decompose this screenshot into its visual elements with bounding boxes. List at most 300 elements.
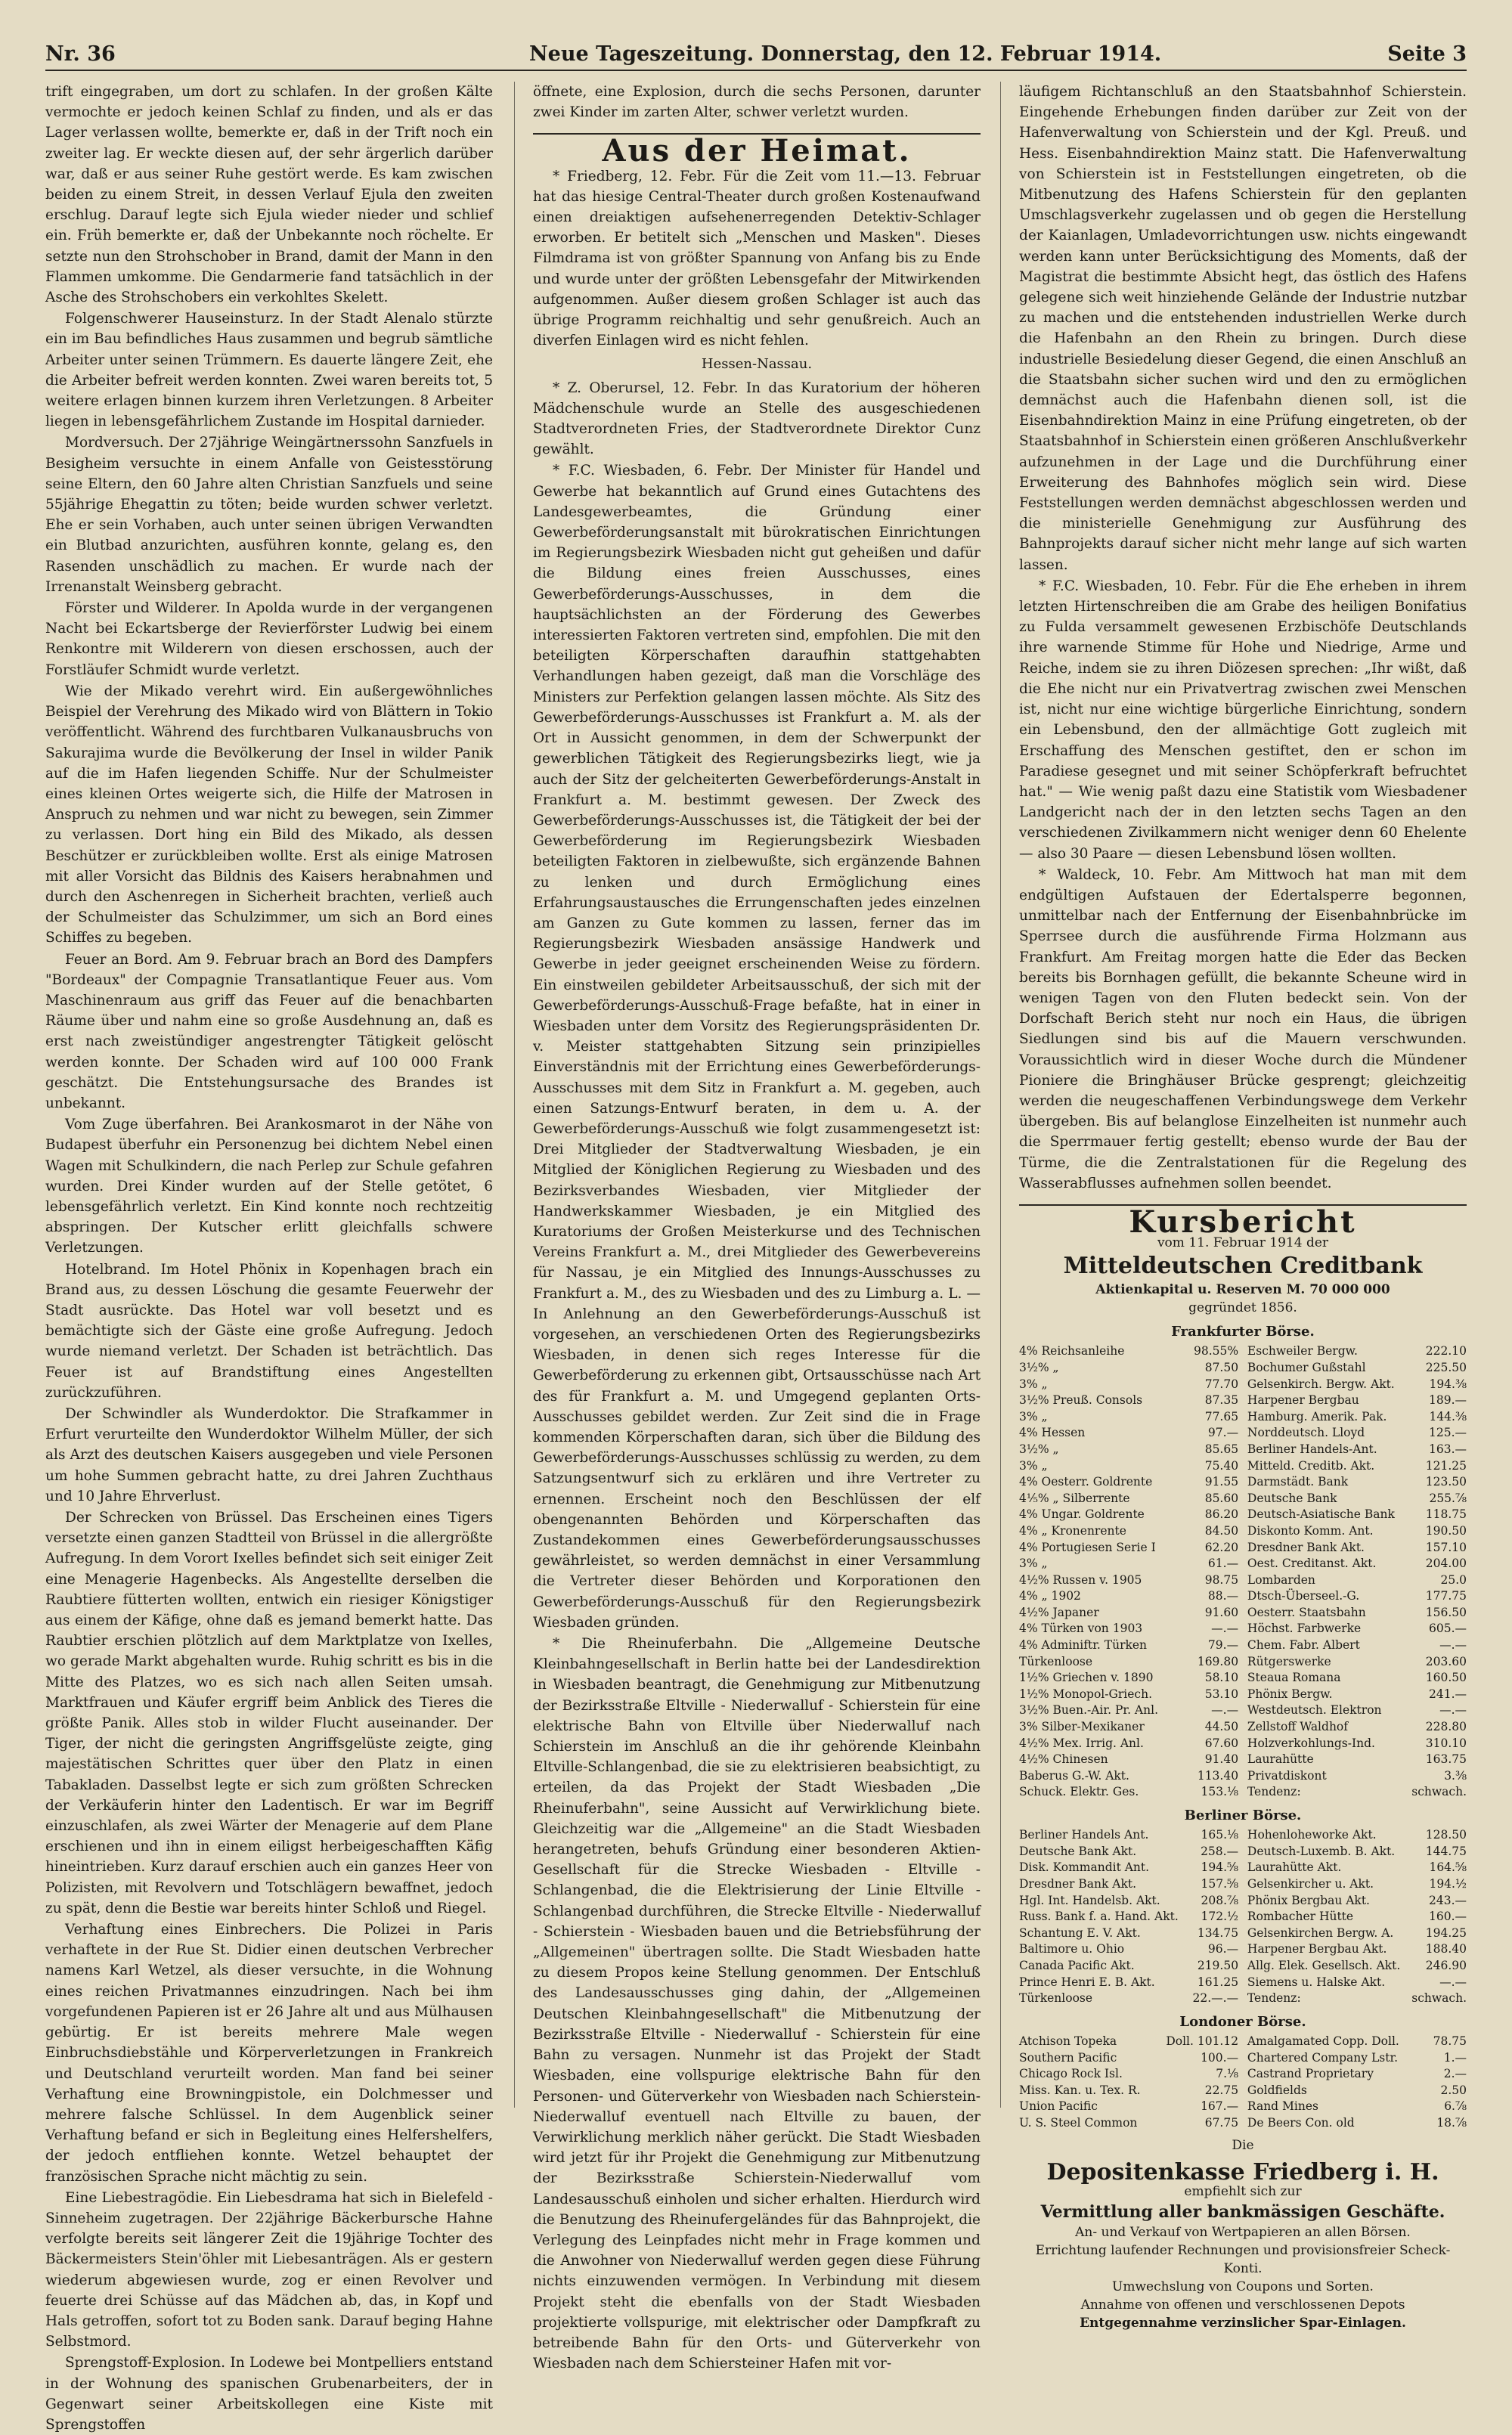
security-price: 7.⅛	[1216, 2067, 1239, 2081]
security-price: 121.25	[1425, 1458, 1467, 1473]
security-name: Türkenloose	[1019, 1991, 1093, 2006]
security-name: Chicago Rock Isl.	[1019, 2067, 1123, 2081]
quote-row	[1247, 1360, 1467, 1377]
quote-row	[1247, 1507, 1467, 1523]
security-price: 204.00	[1425, 1557, 1467, 1571]
quote-row	[1247, 1491, 1467, 1507]
quote-row	[1019, 1654, 1238, 1671]
security-name: 3% „	[1019, 1557, 1048, 1571]
security-price: —.—	[1211, 1622, 1239, 1636]
article-paragraph: trift eingegraben, um dort zu schlafen. In der großen Kälte vermochte er jedoch keinen Schlaf zu finden, und als er das Lager verlassen wollte, bemerkte er, daß in der Trift noch ein zweiter lag. Er weckte diesen auf, der sehr ärgerlich darüber war, daß er aus seiner Ruhe gestört werde. Es kam zwischen beiden zu einem Streit, in dessen Verlauf Ejula den zweiten erschlug. Darauf legte sich Ejula wieder nieder und schlief ein. Früh bemerkte er, daß der Unbekannte noch röchelte. Er setzte nun den Strohschober in Brand, damit der Mann in den Flammen umkomme. Die Gendarmerie fand tatsächlich in der Asche des Strohschobers ein verkohltes Skelett.	[45, 84, 493, 306]
quote-row	[1019, 1784, 1238, 1801]
security-name: Allg. Elek. Gesellsch. Akt.	[1247, 1958, 1401, 1972]
security-name: Chartered Company Lstr.	[1247, 2050, 1399, 2065]
article-paragraph: Eine Liebestragödie. Ein Liebesdrama hat sich in Bielefeld - Sinneheim zugetragen. Der 22jährige Bäckerbursche Hahne verfolgte bereits seit längerer Zeit die 19jährige Tochter des Bäckermeisters Stein'öhler mit Liebesanträgen. Als er gestern wiederum abgewiesen wurde, zog er einen Revolver und feuerte drei Schüsse auf das Mädchen ab, das, in Kopf und Hals getroffen, sofort tot zu Boden sank. Darauf beging Hahne Selbstmord.	[45, 2189, 493, 2350]
article-paragraph: * Friedberg, 12. Febr. Für die Zeit vom 11.—13. Februar hat das hiesige Central-Theater durch großen Kostenaufwand einen dreiaktigen aufsehenerregenden Detektiv-Schlager erworben. Er betitelt sich „Menschen und Masken". Dieses Filmdrama ist von größter Spannung von Anfang bis zu Ende und wurde unter der größten Lebensgefahr der Mitwirkenden aufgenommen. Außer diesem großen Schlager ist auch das übrige Programm reichhaltig und sehr genußreich. Auch an diverfen Einlagen wird es nicht fehlen.	[533, 168, 981, 349]
security-price: —.—	[1439, 1638, 1467, 1653]
security-name: 4% Reichsanleihe	[1019, 1344, 1125, 1358]
security-name: Deutsche Bank Akt.	[1019, 1844, 1137, 1858]
security-name: 3% Silber-Mexikaner	[1019, 1720, 1145, 1734]
security-price: 53.10	[1204, 1687, 1239, 1701]
security-price: 153.⅛	[1201, 1785, 1239, 1799]
security-price: 77.65	[1204, 1409, 1239, 1424]
security-name: Atchison Topeka	[1019, 2034, 1117, 2048]
security-price: 219.50	[1197, 1958, 1239, 1972]
security-name: Gelsenkirchen Bergw. A.	[1247, 1925, 1394, 1940]
security-price: 194.25	[1425, 1925, 1467, 1940]
quote-row	[1019, 1605, 1238, 1622]
quote-row	[1019, 1844, 1238, 1860]
security-name: Harpener Bergbau Akt.	[1247, 1942, 1387, 1956]
security-price: 97.—	[1207, 1426, 1239, 1440]
ad-service-line: Annahme von offenen und verschlossenen Depots	[1080, 2297, 1405, 2313]
security-price: 172.½	[1201, 1910, 1239, 1924]
quote-row	[1019, 2083, 1238, 2099]
security-price: 25.0	[1440, 1572, 1467, 1587]
quote-row	[1247, 2034, 1467, 2050]
article-paragraph: Sprengstoff-Explosion. In Lodewe bei Montpelliers entstand in der Wohnung des spanischen Grubenarbeiters, der in Gegenwart seiner Arbeitskollegen eine Kiste mit Sprengstoffen	[45, 2355, 493, 2433]
security-price: 96.—	[1207, 1942, 1239, 1956]
security-price: 258.—	[1201, 1844, 1239, 1858]
quote-row	[1019, 1909, 1238, 1925]
security-name: 3% „	[1019, 1377, 1048, 1391]
security-price: —.—	[1439, 1975, 1467, 1989]
security-price: 98.55%	[1193, 1344, 1239, 1358]
column-3	[1019, 82, 1467, 2331]
security-price: 18.⅞	[1436, 2115, 1467, 2130]
security-price: 67.75	[1204, 2115, 1239, 2130]
column-rule	[1000, 82, 1001, 2108]
security-price: 167.—	[1201, 2099, 1239, 2114]
quote-row	[1019, 1876, 1238, 1893]
security-price: 22.—.—	[1192, 1991, 1239, 2006]
security-name: Phönix Bergw.	[1247, 1687, 1333, 1701]
article-paragraph: Der Schwindler als Wunderdoktor. Die Strafkammer in Erfurt verurteilte den Wunderdoktor Wilhelm Müller, der sich als Arzt des deutschen Kaisers ausgegeben und viele Personen um hohe Summen gebracht hatte, zu drei Jahren Zuchthaus und 10 Jahre Ehrverlust.	[45, 1406, 493, 1504]
security-price: 87.35	[1204, 1393, 1239, 1408]
bank-capital: Aktienkapital u. Reserven M. 70 000 000	[1095, 1282, 1390, 1298]
security-price: 310.10	[1425, 1736, 1467, 1750]
security-name: 4% Oesterr. Goldrente	[1019, 1475, 1153, 1489]
security-price: 113.40	[1197, 1768, 1239, 1783]
quote-row	[1019, 1893, 1238, 1910]
quote-row	[1019, 1360, 1238, 1377]
quote-row	[1247, 1588, 1467, 1605]
security-price: 77.70	[1204, 1377, 1239, 1391]
security-name: Dtsch-Überseel.-G.	[1247, 1589, 1360, 1603]
security-name: Amalgamated Copp. Doll.	[1247, 2034, 1399, 2048]
article-paragraph: * Waldeck, 10. Febr. Am Mittwoch hat man mit dem endgültigen Aufstauen der Edertalsperre begonnen, unmittelbar nach der Entfernung der Eisenbahnbrücke im Sperrsee durch die ausführende Firma Holzmann aus Frankfurt. Am Freitag morgen hatte die Eder das Becken bereits bis Bornhagen gefüllt, die bekannte Scheune wird in wenigen Tagen von den Fluten bedeckt sein. Von der Dorfschaft Berich steht nur noch ein Haus, die übrigen Siedlungen sind bis auf die Mauern verschwunden. Voraussichtlich wird in dieser Woche durch die Mündener Pioniere die Bringhäuser Brücke gesprengt; gleichzeitig werden die neugeschaffenen Verbindungswege dem Verkehr übergeben. Bis auf belanglose Einzelheiten ist nunmehr auch die Sperrmauer fertig gestellt; ebenso wurde der Bau der Türme, die die Zentralstationen für die Regelung des Wasserabflusses aufnehmen sollen beendet.	[1019, 866, 1467, 1191]
security-name: Southern Pacific	[1019, 2050, 1117, 2065]
security-name: 4% Adminiftr. Türken	[1019, 1638, 1148, 1653]
quote-row	[1019, 1752, 1238, 1768]
security-name: Baberus G.-W. Akt.	[1019, 1768, 1129, 1783]
article-paragraph: * Die Rheinuferbahn. Die „Allgemeine Deutsche Kleinbahngesellschaft in Berlin hatte bei der Landesdirektion in Wiesbaden beantragt, die Genehmigung zur Mitbenutzung der Bezirksstraße Eltville - Niederwalluf - Schierstein für eine elektrische Bahn von Eltville über Niederwalluf nach Schierstein im Anschluß an die ihr gehörende Kleinbahn Eltville-Schlangenbad, die sie zu elektrisieren beabsichtigt, zu erteilen, da das Projekt der Stadt Wiesbaden „Die Rheinuferbahn", seine Aussicht auf Verwirklichung biete. Gleichzeitig war die „Allgemeine" an die Stadt Wiesbaden herangetreten, behufs Gründung einer besonderen Aktien-Gesellschaft für die Strecke Wiesbaden - Eltville - Schlangenbad, die die Elektrisierung der Linie Eltville - Schlangenbad durchführen, die Strecke Eltville - Niederwalluf - Schierstein - Wiesbaden bauen und die Betriebsführung der „Allgemeinen" übertragen sollte. Die Stadt Wiesbaden hatte zu diesem Propos keine Stellung genommen. Der Entschluß des Landesausschusses ging dahin, der „Allgemeinen Deutschen Kleinbahngesellschaft" die Mitbenutzung der Bezirksstraße Eltville - Niederwalluf - Schierstein für eine Bahn zu versagen. Nunmehr ist das Projekt der Stadt Wiesbaden, eine vollspurige elektrische Bahn für den Personen- und Güterverkehr von Wiesbaden nach Schierstein-Niederwalluf eventuell nach Eltville zu bauen, der Verwirklichung merklich näher gerückt. Die Stadt Wiesbaden wird jetzt für ihr Projekt die Genehmigung zur Mitbenutzung der Bezirksstraße Schierstein-Niederwalluf vom Landesausschuß einholen und sicher erhalten. Hierdurch wird die Benutzung des Rheinufergeländes für das Bahnprojekt, die Verlegung des Leinpfades nicht mehr in Frage kommen und die Anwohner von Niederwalluf werden gegen diese Führung nichts einzuwenden vermögen. In Verbindung mit diesem Projekt steht die ebenfalls von der Stadt Wiesbaden projektierte vollspurige, mit elektrischer oder Dampfkraft zu betreibende Bahn für den Orts- und Güterverkehr von Wiesbaden nach dem Schiersteiner Hafen mit vor-	[533, 1636, 981, 2372]
quote-row	[1247, 2099, 1467, 2115]
security-name: Höchst. Farbwerke	[1247, 1622, 1362, 1636]
masthead-line: Neue Tageszeitung. Donnerstag, den 12. Februar 1914.	[529, 42, 1162, 66]
exchange-heading: Berliner Börse.	[1184, 1808, 1302, 1823]
security-price: 87.50	[1204, 1360, 1239, 1374]
security-name: 4½% Chinesen	[1019, 1752, 1108, 1767]
article-paragraph: * F.C. Wiesbaden, 6. Febr. Der Minister für Handel und Gewerbe hat bekanntlich auf Grund eines Gutachtens des Landesgewerbeamtes, die Gründung einer Gewerbeförderungsanstalt mit bürokratischen Einrichtungen im Regierungsbezirk Wiesbaden nicht gut geheißen und dafür die Bildung eines freien Ausschusses, eines Gewerbeförderungs-Ausschusses, in dem die hauptsächlichsten an der Förderung des Gewerbes interessierten Faktoren vertreten sind, empfohlen. Die mit den beteiligten Körperschaften daraufhin stattgehabten Verhandlungen haben gezeigt, daß man die Vorschläge des Ministers zur Perfektion gelangen lassen möchte. Als Sitz des Gewerbeförderungs-Ausschusses ist Frankfurt a. M. als der Ort in Aussicht genommen, in dem der Schwerpunkt der gewerblichen Tätigkeit des Regierungsbezirks liegt, wie ja auch der Sitz der gelcheiterten Gewerbeförderungs-Anstalt in Frankfurt a. M. bestimmt gewesen. Der Zweck des Gewerbeförderungs-Ausschusses ist, die Tätigkeit der bei der Gewerbeförderung im Regierungsbezirk Wiesbaden beteiligten Faktoren in zielbewußte, sich ergänzende Bahnen zu lenken und durch Ermöglichung eines Erfahrungsaustausches die Errungenschaften jedes einzelnen am Ganzen zu Gute kommen zu lassen, ferner das im Regierungsbezirk Wiesbaden ansässige Handwerk und Gewerbe in jeder geeignet erscheinenden Weise zu fördern. Ein einstweilen gebildeter Arbeitsausschuß, der sich mit der Gewerbeförderungs-Ausschuß-Frage befaßte, hat in einer in Wiesbaden unter dem Vorsitz des Regierungspräsidenten Dr. v. Meister stattgehabten Sitzung sein prinzipielles Einverständnis mit der Errichtung eines Gewerbeförderungs-Ausschusses mit dem Sitz in Frankfurt a. M. gegeben, auch einen Satzungs-Entwurf beraten, in dem u. A. der Gewerbeförderungs-Ausschuß wie folgt zusammengesetzt ist: Drei Mitglieder der Stadtverwaltung Wiesbaden, je ein Mitglied der Königlichen Regierung zu Wiesbaden und des Bezirksverbandes Wiesbaden, vier Mitglieder der Handwerkskammer Wiesbaden, je ein Mitglied des Kuratoriums der Großen Meisterkurse und des Technischen Vereins Frankfurt a. M., drei Mitglieder des Gewerbevereins für Nassau, je ein Mitglied des Innungs-Ausschusses zu Frankfurt a. M., des zu Wiesbaden und des zu Limburg a. L. — In Anlehnung an den Gewerbeförderungs-Ausschuß ist vorgesehen, an verschiedenen Orten des Regierungsbezirks Wiesbaden, in denen sich reges Interesse für die Gewerbeförderung zu erkennen gibt, Ortsausschüsse nach Art des für Frankfurt a. M. und Umgegend geplanten Orts-Ausschusses gebildet werden. Zur Zeit sind die in Frage kommenden Körperschaften daran, sich über die Bildung des Gewerbeförderungs-Ausschusses schlüssig zu werden, zu dem Satzungsentwurf sich zu erklären und ihre Vertreter zu ernennen. Erscheint noch den Beschlüssen der elf obengenannten Behörden und Körperschaften das Zustandekommen eines Gewerbeförderungsausschusses gewährleistet, so werden demnächst in einer Versammlung die Vertreter dieser Behörden und Korporationen den Gewerbeförderungs-Ausschuß für den Regierungsbezirk Wiesbaden gründen.	[533, 463, 981, 1631]
security-name: Deutsche Bank	[1247, 1491, 1337, 1505]
security-name: Hgl. Int. Handelsb. Akt.	[1019, 1893, 1160, 1907]
quote-row	[1019, 1736, 1238, 1752]
ad-service-line: Errichtung laufender Rechnungen und provisionsfreier Scheck-Konti.	[1035, 2242, 1451, 2276]
security-price: 1.—	[1443, 2050, 1467, 2065]
security-price: 75.40	[1204, 1458, 1239, 1473]
security-price: 169.80	[1197, 1654, 1239, 1668]
article-paragraph: Wie der Mikado verehrt wird. Ein außergewöhnliches Beispiel der Verehrung des Mikado wird von Blättern in Tokio veröffentlicht. Während des furchtbaren Vulkanausbruchs von Sakurajima wurde die Bevölkerung der Insel in wilder Panik auf die im Hafen liegenden Schiffe. Nur der Schulmeister eines kleinen Ortes weigerte sich, die Hilfe der Matrosen in Anspruch zu nehmen und war nicht zu bewegen, sein Zimmer zu verlassen. Dort hing ein Bild des Mikado, als dessen Beschützer er zurückbleiben wollte. Erst als einige Matrosen mit aller Vorsicht das Bildnis des Kaisers herabnahmen und durch den Aschenregen in Sicherheit brachten, verließ auch der Schulmeister das Schulzimmer, um sich an Bord eines Schiffes zu begeben.	[45, 683, 493, 946]
market-report-date: vom 11. Februar 1914 der	[1157, 1235, 1329, 1251]
security-name: Lombarden	[1247, 1572, 1315, 1587]
security-price: 255.⅞	[1429, 1491, 1467, 1505]
quote-row	[1019, 2066, 1238, 2083]
security-name: Oest. Creditanst. Akt.	[1247, 1557, 1377, 1571]
ad-service-line: Umwechslung von Coupons und Sorten.	[1112, 2279, 1374, 2294]
bank-name: Mitteldeutschen Creditbank	[1063, 1253, 1423, 1280]
security-name: Schuck. Elektr. Ges.	[1019, 1785, 1139, 1799]
page-number: Seite 3	[1387, 42, 1467, 66]
security-price: 163.—	[1428, 1442, 1467, 1456]
security-name: Prince Henri E. B. Akt.	[1019, 1975, 1155, 1989]
security-price: 85.60	[1204, 1491, 1239, 1505]
security-name: 3½% Preuß. Consols	[1019, 1393, 1143, 1408]
security-name: Goldfields	[1247, 2083, 1307, 2097]
security-price: 22.75	[1204, 2083, 1239, 2097]
security-price: 156.50	[1425, 1605, 1467, 1619]
security-price: 84.50	[1204, 1523, 1239, 1538]
article-paragraph: Förster und Wilderer. In Apolda wurde in der vergangenen Nacht bei Eckartsberge der Revierförster Ludwig bei einem Renkontre mit Wilderern von diesen erschossen, auch der Forstläufer Schmidt wurde verletzt.	[45, 600, 493, 678]
quote-row	[1247, 1425, 1467, 1442]
security-price: 194.⅜	[1429, 1377, 1467, 1391]
exchange-heading: Frankfurter Börse.	[1171, 1324, 1315, 1340]
security-name: Rombacher Hütte	[1247, 1910, 1354, 1924]
security-name: Union Pacific	[1019, 2099, 1098, 2114]
quote-row	[1247, 1909, 1467, 1925]
quote-row	[1019, 1491, 1238, 1507]
security-price: 203.60	[1425, 1654, 1467, 1668]
security-name: Westdeutsch. Elektron	[1247, 1703, 1382, 1718]
quote-row	[1247, 1409, 1467, 1426]
security-name: U. S. Steel Common	[1019, 2115, 1138, 2130]
article-paragraph: * F.C. Wiesbaden, 10. Febr. Für die Ehe erheben in ihrem letzten Hirtenschreiben die am Grabe des heiligen Bonifatius zu Fulda versammelt gewesenen Erzbischöfe Deutschlands ihre warnende Stimme für Hohe und Niedrige, Arme und Reiche, indem sie zu ihren Diözesen sprechen: „Ihr wißt, daß die Ehe nicht nur ein Privatvertrag zwischen zwei Menschen ist, nicht nur eine wichtige bürgerliche Einrichtung, sondern ein Lebensbund, den der allmächtige Gott zugleich mit Erschaffung des Menschen gestiftet, den er schon im Paradiese gesegnet und mit seiner Schöpferkraft befruchtet hat." — Wie wenig paßt dazu eine Statistik vom Wiesbadener Landgericht nach der in den letzten sechs Tagen an den verschiedenen Zivilkammern nicht weniger denn 60 Ehelente — also 30 Paare — diesen Lebensbund lösen wollten.	[1019, 578, 1467, 862]
quote-list	[1019, 1343, 1238, 1801]
column-2	[533, 82, 981, 2372]
security-price: 118.75	[1425, 1507, 1467, 1522]
security-price: 144.⅜	[1429, 1409, 1467, 1424]
security-price: 208.⅞	[1201, 1893, 1239, 1907]
quote-row	[1019, 1507, 1238, 1523]
security-name: 4% Türken von 1903	[1019, 1622, 1143, 1636]
quote-row	[1247, 1768, 1467, 1785]
security-price: 58.10	[1204, 1671, 1239, 1685]
security-name: Castrand Proprietary	[1247, 2067, 1374, 2081]
quote-row	[1019, 1637, 1238, 1654]
security-price: 161.25	[1197, 1975, 1239, 1989]
quote-row	[1247, 1572, 1467, 1589]
security-name: 4½% Mex. Irrig. Anl.	[1019, 1736, 1144, 1750]
security-price: —.—	[1211, 1703, 1239, 1718]
quote-row	[1019, 1343, 1238, 1360]
security-price: schwach.	[1411, 1785, 1467, 1799]
ad-recommends: empfiehlt sich zur	[1184, 2183, 1302, 2199]
security-name: Dresdner Bank Akt.	[1247, 1540, 1365, 1554]
quote-row	[1247, 1540, 1467, 1557]
security-price: 2.50	[1440, 2083, 1467, 2097]
quote-row	[1019, 1377, 1238, 1393]
quote-row	[1247, 1556, 1467, 1572]
article-paragraph: Vom Zuge überfahren. Bei Arankosmarot in der Nähe von Budapest überfuhr ein Personenzug bei dichtem Nebel einen Wagen mit Schulkindern, die nach Perlep zur Schule gefahren wurden. Drei Kinder wurden auf der Stelle getötet, 6 lebensgefährlich verletzt. Ein Kind konnte noch rechtzeitig abspringen. Der Kutscher erlitt gleichfalls schwere Verletzungen.	[45, 1117, 493, 1256]
quote-row	[1019, 2099, 1238, 2115]
column-rule	[514, 82, 515, 2108]
quote-row	[1247, 1377, 1467, 1393]
security-price: 6.⅞	[1444, 2099, 1467, 2114]
article-paragraph: Der Schrecken von Brüssel. Das Erscheinen eines Tigers versetzte einen ganzen Stadtteil von Brüssel in die allergrößte Aufregung. In dem Vorort Ixelles befindet sich seit einiger Zeit eine Menagerie Hagenbecks. Als Angestellte derselben die Raubtiere fütterten wollten, entwich ein riesiger Königstiger aus einem der Käfige, ohne daß es jemand bemerkt hatte. Das Raubtier erschien plötzlich auf dem Marktplatze von Ixelles, wo gerade Markt abgehalten wurde. Ruhig schritt es bis in die Mitte des Platzes, wo es sich nach allen Seiten umsah. Marktfrauen und Käufer ergriff beim Anblick des Tieres die größte Panik. Alles stob in wilder Flucht auseinander. Der Tiger, der nicht die geringsten Angriffsgelüste zeigte, ging majestätischen Schrittes quer über den Platz in einen Tabakladen. Dasselbst legte er sich zum größten Schrecken der Verkäuferin hinter den Ladentisch. Er war im Begriff einzuschlafen, als zwei Wärter der Menagerie auf dem Plane erschienen und ihn in einem eiligst herbeigeschafften Käfig hineintrieben. Kurz darauf erschien auch ein ganzes Heer von Polizisten, mit Revolvern und Totschlägern bewaffnet, jedoch zu spät, denn die Bestie war bereits hinter Schloß und Riegel.	[45, 1510, 493, 1916]
security-name: Tendenz:	[1247, 1785, 1301, 1799]
security-price: schwach.	[1411, 1991, 1467, 2006]
security-price: 98.75	[1204, 1572, 1239, 1587]
security-name: Steaua Romana	[1247, 1671, 1341, 1685]
quote-row	[1247, 2050, 1467, 2067]
quote-row	[1019, 1958, 1238, 1975]
london-quotes	[1019, 2034, 1467, 2132]
security-price: 44.50	[1204, 1720, 1239, 1734]
security-price: 88.—	[1207, 1589, 1239, 1603]
security-price: 157.⅝	[1201, 1876, 1239, 1891]
security-name: Laurahütte Akt.	[1247, 1860, 1342, 1875]
quote-row	[1019, 2115, 1238, 2132]
security-price: 91.55	[1204, 1475, 1239, 1489]
quote-row	[1019, 1572, 1238, 1589]
issue-number: Nr. 36	[45, 42, 116, 66]
quote-row	[1247, 1654, 1467, 1671]
security-name: Holzverkohlungs-Ind.	[1247, 1736, 1375, 1750]
ad-services-heading: Vermittlung aller bankmässigen Geschäfte.	[1040, 2201, 1445, 2222]
security-price: 165.⅛	[1201, 1828, 1239, 1842]
article-paragraph: Mordversuch. Der 27jährige Weingärtnerssohn Sanzfuels in Besigheim versuchte in einem Anfalle von Geistesstörung seine Eltern, den 60 Jahre alten Christian Sanzfuels und seine 55jährige Ehegattin zu töten; beide wurden schwer verletzt. Ehe er sein Vorhaben, auch unter seinen übrigen Verwandten ein Blutbad anzurichten, ausführen konnte, gelang es, den Rasenden unschädlich zu machen. Er wurde nach der Irrenanstalt Weinsberg gebracht.	[45, 435, 493, 595]
security-price: 91.40	[1204, 1752, 1239, 1767]
quote-row	[1247, 1458, 1467, 1475]
security-price: 194.½	[1429, 1876, 1467, 1891]
security-price: 188.40	[1425, 1942, 1467, 1956]
quote-row	[1247, 1474, 1467, 1491]
article-paragraph: Verhaftung eines Einbrechers. Die Polizei in Paris verhaftete in der Rue St. Didier einen deutschen Verbrecher namens Karl Wetzel, als dieser versuchte, in die Wohnung eines reichen Privatmannes einzudringen. Nach bei ihm vorgefundenen Papieren ist er 26 Jahre alt und aus Mülhausen gebürtig. Er ist bereits mehrere Male wegen Einbruchsdiebstähle und Körperverletzungen in Frankreich und Deutschland verurteilt worden. Man fand bei seiner Verhaftung eine Browningpistole, ein Dolchmesser und mehrere falsche Schlüssel. In dem Augenblick seiner Verhaftung befand er sich in Begleitung eines Helfershelfers, der jedoch entfliehen konnte. Wetzel behauptet der französischen Sprache nicht mächtig zu sein.	[45, 1922, 493, 2185]
quote-row	[1247, 1941, 1467, 1958]
security-name: Rand Mines	[1247, 2099, 1318, 2114]
security-price: 62.20	[1204, 1540, 1239, 1554]
frankfurt-quotes	[1019, 1343, 1467, 1801]
security-name: Russ. Bank f. a. Hand. Akt.	[1019, 1910, 1179, 1924]
section-heading: Aus der Heimat.	[533, 133, 981, 161]
quote-row	[1247, 1860, 1467, 1876]
security-price: Doll. 101.12	[1166, 2034, 1239, 2048]
security-price: 61.—	[1207, 1557, 1239, 1571]
security-price: 144.75	[1425, 1844, 1467, 1858]
security-name: Oesterr. Staatsbahn	[1247, 1605, 1366, 1619]
security-price: 194.⅝	[1201, 1860, 1239, 1875]
quote-row	[1019, 1409, 1238, 1426]
security-price: 243.—	[1428, 1893, 1467, 1907]
quote-list	[1247, 1343, 1467, 1801]
ad-service-line: An- und Verkauf von Wertpapieren an allen Börsen.	[1075, 2224, 1411, 2240]
quote-row	[1247, 1687, 1467, 1703]
quote-row	[1247, 1637, 1467, 1654]
security-name: Diskonto Komm. Ant.	[1247, 1523, 1374, 1538]
quote-row	[1247, 1719, 1467, 1736]
quote-row	[1019, 1975, 1238, 1991]
security-price: 190.50	[1425, 1523, 1467, 1538]
quote-row	[1247, 1925, 1467, 1942]
quote-list	[1247, 1827, 1467, 2007]
security-price: 225.50	[1425, 1360, 1467, 1374]
security-name: Disk. Kommandit Ant.	[1019, 1860, 1150, 1875]
quote-row	[1019, 1687, 1238, 1703]
quote-row	[1019, 1588, 1238, 1605]
quote-row	[1247, 1393, 1467, 1409]
security-name: Deutsch-Asiatische Bank	[1247, 1507, 1395, 1522]
article-paragraph: läufigem Richtanschluß an den Staatsbahnhof Schierstein. Eingehende Erhebungen finden darüber zur Zeit von der Hafenverwaltung von Schierstein und der Kgl. Preuß. und Hess. Eisenbahndirektion Mainz statt. Die Hafenverwaltung von Schierstein ist in Feststellungen eingetreten, ob die Mitbenutzung des Hafens Schierstein für den geplanten Umschlagsverkehr zugelassen und ob gegen die Herstellung der Kaianlagen, Umladevorrichtungen usw. nichts eingewandt werden kann unter Berücksichtigung des Moments, daß der Magistrat die bestimmte Absicht hegt, das östlich des Hafens gelegene sich weit hinziehende Gelände der Industrie nutzbar zu machen und die entstehenden industriellen Werke durch die Hafenbahn an den Rhein zu bringen. Durch diese industrielle Besiedelung dieser Gegend, die einen Anschluß an die Staatsbahn sicher suchen wird und den zu ermöglichen demnächst auch die Hafenbahn dienen soll, ist die Eisenbahndirektion Mainz in eine Prüfung eingetreten, ob der Staatsbahnhof in Schierstein einen größeren Anschlußverkehr aufzunehmen in der Lage und die Durchführung einer Erweiterung des Bahnhofes möglich sein wird. Diese Feststellungen werden demnächst abgeschlossen werden und die ministerielle Genehmigung zur Ausführung des Bahnprojekts darauf sicher nicht mehr lange auf sich warten lassen.	[1019, 84, 1467, 573]
security-name: Berliner Handels Ant.	[1019, 1828, 1149, 1842]
quote-row	[1019, 1474, 1238, 1491]
ad-service-line: Entgegennahme verzinslicher Spar-Einlagen.	[1080, 2315, 1406, 2331]
security-name: 4% Portugiesen Serie I	[1019, 1540, 1156, 1554]
security-name: Canada Pacific Akt.	[1019, 1958, 1135, 1972]
security-price: 222.10	[1425, 1344, 1467, 1358]
security-name: 4% „ 1902	[1019, 1589, 1081, 1603]
quote-row	[1247, 1702, 1467, 1719]
security-price: —.—	[1439, 1703, 1467, 1718]
security-name: Mitteld. Creditb. Akt.	[1247, 1458, 1375, 1473]
security-name: Laurahütte	[1247, 1752, 1314, 1767]
quote-row	[1019, 1925, 1238, 1942]
security-name: Hohenloheworke Akt.	[1247, 1828, 1377, 1842]
security-price: 228.80	[1425, 1720, 1467, 1734]
bank-founded: gegründet 1856.	[1188, 1300, 1297, 1316]
quote-row	[1019, 1425, 1238, 1442]
quote-row	[1247, 2083, 1467, 2099]
quote-row	[1247, 1844, 1467, 1860]
security-price: 246.90	[1425, 1958, 1467, 1972]
quote-row	[1247, 1621, 1467, 1637]
security-name: Tendenz:	[1247, 1991, 1301, 2006]
security-price: 241.—	[1428, 1687, 1467, 1701]
quote-row	[1019, 1860, 1238, 1876]
security-name: 4% „ Kronenrente	[1019, 1523, 1126, 1538]
quote-row	[1247, 1893, 1467, 1910]
quote-row	[1247, 2115, 1467, 2132]
quote-row	[1247, 1784, 1467, 1801]
quote-row	[1019, 1393, 1238, 1409]
security-price: 3.⅜	[1444, 1768, 1467, 1783]
security-name: Norddeutsch. Lloyd	[1247, 1426, 1365, 1440]
quote-row	[1019, 1990, 1238, 2007]
quote-row	[1019, 1719, 1238, 1736]
quote-row	[1247, 1670, 1467, 1687]
security-name: 1½% Monopol-Griech.	[1019, 1687, 1153, 1701]
security-name: 3½% „	[1019, 1442, 1059, 1456]
quote-list	[1019, 1827, 1238, 2007]
security-name: Rütgerswerke	[1247, 1654, 1331, 1668]
quote-row	[1247, 1827, 1467, 1844]
quote-row	[1247, 1442, 1467, 1458]
quote-row	[1247, 2066, 1467, 2083]
security-name: Harpener Bergbau	[1247, 1393, 1359, 1408]
security-name: 3½% „	[1019, 1360, 1059, 1374]
article-paragraph: * Z. Oberursel, 12. Febr. In das Kuratorium der höheren Mädchenschule wurde an Stelle des ausgeschiedenen Stadtverordneten Fries, der Stadtverordnete Direktor Cunz gewählt.	[533, 380, 981, 458]
security-name: Phönix Bergbau Akt.	[1247, 1893, 1370, 1907]
security-price: 189.—	[1428, 1393, 1467, 1408]
security-price: 160.—	[1428, 1910, 1467, 1924]
berlin-quotes	[1019, 1827, 1467, 2007]
quote-row	[1019, 1827, 1238, 1844]
region-heading: Hessen-Nassau.	[701, 356, 813, 373]
security-price: 100.—	[1201, 2050, 1239, 2065]
security-price: 164.⅝	[1429, 1860, 1467, 1875]
market-report-title: Kursbericht	[1019, 1204, 1467, 1232]
security-name: Zellstoff Waldhof	[1247, 1720, 1348, 1734]
security-name: Schantung E. V. Akt.	[1019, 1925, 1141, 1940]
quote-row	[1247, 1736, 1467, 1752]
security-name: 4½% Russen v. 1905	[1019, 1572, 1142, 1587]
security-price: 177.75	[1425, 1589, 1467, 1603]
quote-row	[1019, 1458, 1238, 1475]
security-price: 157.10	[1425, 1540, 1467, 1554]
security-name: Darmstädt. Bank	[1247, 1475, 1349, 1489]
article-paragraph: Hotelbrand. Im Hotel Phönix in Kopenhagen brach ein Brand aus, zu dessen Löschung die gesamte Feuerwehr der Stadt ausrückte. Das Hotel war voll besetzt und es bemächtigte sich der Gäste eine große Aufregung. Jedoch wurde niemand verletzt. Der Schaden ist beträchtlich. Das Feuer ist auf Brandstiftung eines Angestellten zurückzuführen.	[45, 1261, 493, 1401]
quote-row	[1019, 1621, 1238, 1637]
security-name: Gelsenkirch. Bergw. Akt.	[1247, 1377, 1395, 1391]
security-price: 85.65	[1204, 1442, 1239, 1456]
security-name: Bochumer Gußstahl	[1247, 1360, 1366, 1374]
security-price: 160.50	[1425, 1671, 1467, 1685]
security-price: 134.75	[1197, 1925, 1239, 1940]
security-name: 4⅕% „ Silberrente	[1019, 1491, 1130, 1505]
quote-row	[1019, 2050, 1238, 2067]
quote-row	[1019, 2034, 1238, 2050]
security-price: 67.60	[1204, 1736, 1239, 1750]
article-paragraph: Folgenschwerer Hauseinsturz. In der Stadt Alenalo stürzte ein im Bau befindliches Haus zusammen und begrub sämtliche Arbeiter unter seinen Trümmern. Es dauerte längere Zeit, ehe die Arbeiter befreit werden konnten. Zwei waren bereits tot, 5 weitere erlagen binnen kurzem ihren Verletzungen. 8 Arbeiter liegen in lebensgefährlichem Zustande im Hospital darnieder.	[45, 311, 493, 430]
quote-row	[1247, 1752, 1467, 1768]
security-price: 86.20	[1204, 1507, 1239, 1522]
security-name: Hamburg. Amerik. Pak.	[1247, 1409, 1387, 1424]
security-price: 125.—	[1428, 1426, 1467, 1440]
security-price: 91.60	[1204, 1605, 1239, 1619]
quote-row	[1247, 1990, 1467, 2007]
security-name: Dresdner Bank Akt.	[1019, 1876, 1137, 1891]
security-name: 4% Ungar. Goldrente	[1019, 1507, 1145, 1522]
quote-row	[1247, 1958, 1467, 1975]
security-price: 79.—	[1207, 1638, 1239, 1653]
security-price: 123.50	[1425, 1475, 1467, 1489]
page-header	[45, 39, 1467, 71]
security-name: Eschweiler Bergw.	[1247, 1344, 1358, 1358]
article-paragraph: öffnete, eine Explosion, durch die sechs Personen, darunter zwei Kinder im zarten Alter, schwer verletzt wurden.	[533, 84, 981, 121]
security-name: De Beers Con. old	[1247, 2115, 1355, 2130]
security-name: 3% „	[1019, 1458, 1048, 1473]
security-name: 4% Hessen	[1019, 1426, 1086, 1440]
ad-die: Die	[1232, 2137, 1254, 2153]
security-name: 3% „	[1019, 1409, 1048, 1424]
quote-row	[1247, 1523, 1467, 1540]
security-name: 4½% Japaner	[1019, 1605, 1099, 1619]
quote-row	[1247, 1876, 1467, 1893]
security-name: Gelsenkircher u. Akt.	[1247, 1876, 1374, 1891]
security-name: 1½% Griechen v. 1890	[1019, 1671, 1154, 1685]
quote-list	[1019, 2034, 1238, 2132]
security-price: 163.75	[1425, 1752, 1467, 1767]
quote-row	[1019, 1702, 1238, 1719]
